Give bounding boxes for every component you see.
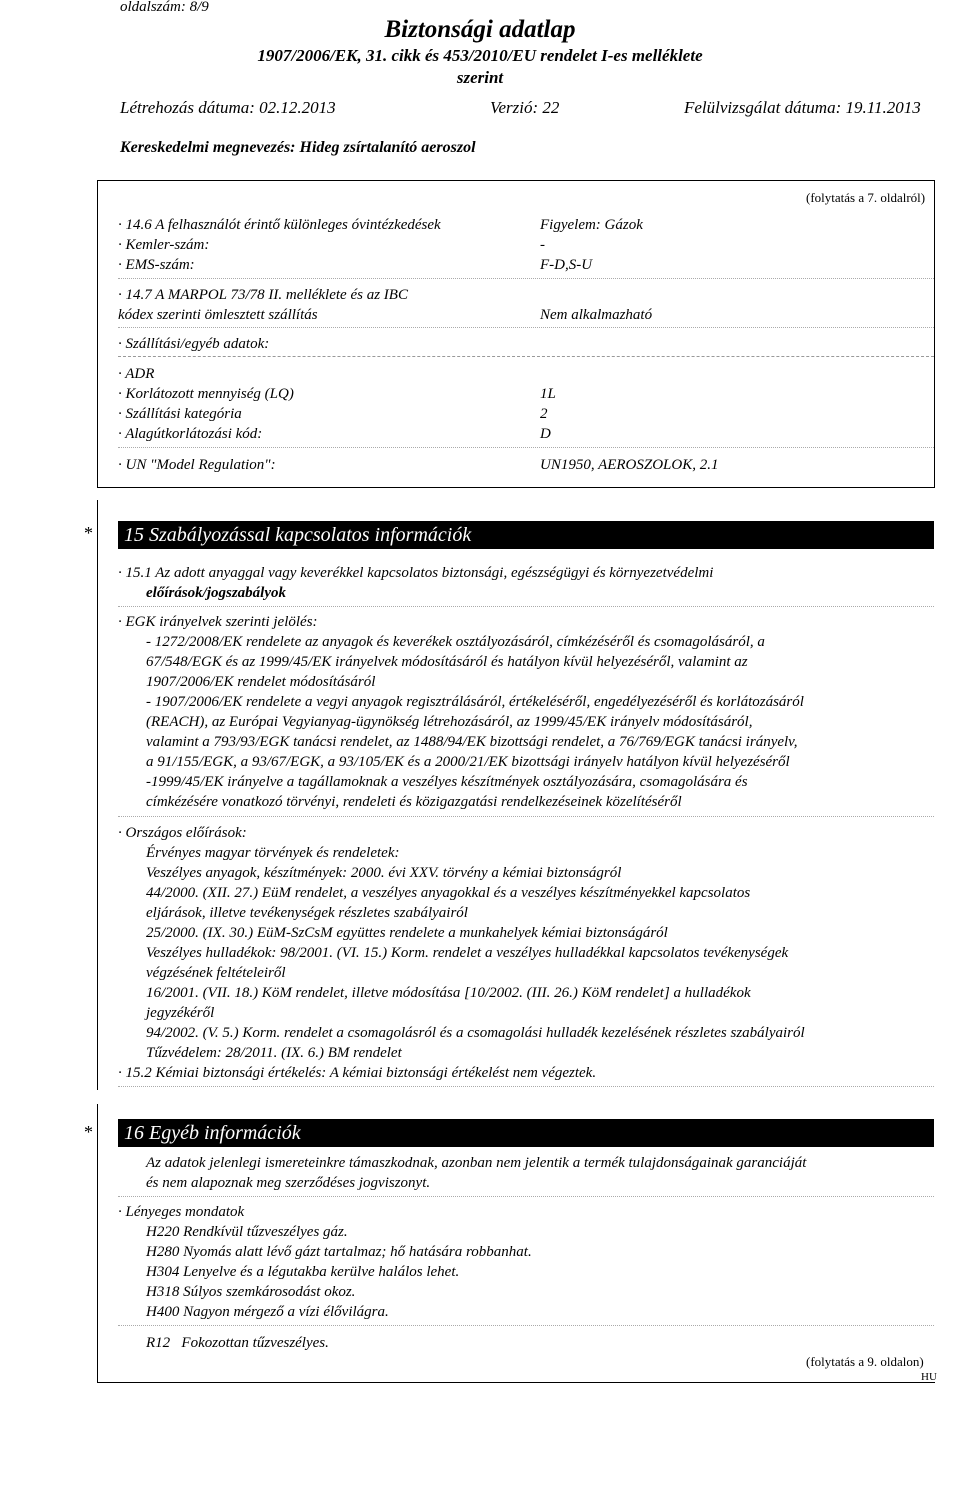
continued-to: (folytatás a 9. oldalon) bbox=[806, 1354, 924, 1369]
section-15-header: 15 Szabályozással kapcsolatos információk bbox=[118, 521, 934, 549]
national-line: jegyzékéről bbox=[146, 1005, 215, 1021]
s15-1-line-2: előírások/jogszabályok bbox=[146, 585, 287, 601]
s14-6-value: Figyelem: Gázok bbox=[540, 217, 643, 233]
divider bbox=[118, 278, 934, 279]
s14-6-label: · 14.6 A felhasználót érintő különleges óvintézkedések bbox=[118, 217, 441, 233]
creation-date: Létrehozás dátuma: 02.12.2013 bbox=[120, 98, 336, 117]
changed-marker: * bbox=[84, 1122, 93, 1142]
kemler-label: · Kemler-szám: bbox=[118, 237, 210, 253]
divider bbox=[118, 1086, 934, 1087]
change-bar bbox=[97, 500, 98, 1090]
s15-2-value: A kémiai biztonsági értékelést nem végeztek. bbox=[326, 1065, 597, 1081]
egk-line: - 1272/2008/EK rendelete az anyagok és keverékek osztályozásáról, címkézéséről és csomagolásáról, a bbox=[146, 634, 765, 650]
version: Verzió: 22 bbox=[490, 98, 560, 117]
un-model-label: · UN "Model Regulation": bbox=[118, 457, 276, 473]
egk-line: a 91/155/EGK, a 93/67/EGK, a 93/105/EK és a 2000/21/EK bizottsági irányelv hatályon kívül helyezéséről bbox=[146, 754, 790, 770]
national-line: 44/2000. (XII. 27.) EüM rendelet, a veszélyes anyagokkal és a veszélyes készítményekkel kapcsolatos bbox=[146, 885, 751, 901]
egk-line: 67/548/EGK és az 1999/45/EK irányelvek módosításáról és hatályon kívül helyezéséről, valamint az bbox=[146, 654, 748, 670]
trade-name: Kereskedelmi megnevezés: Hideg zsírtalanító aeroszol bbox=[120, 139, 476, 156]
r-phrase: R12 Fokozottan tűzveszélyes. bbox=[146, 1335, 329, 1351]
footer-rule bbox=[97, 1382, 935, 1383]
national-line: eljárások, illetve tevékenységek részletes szabályairól bbox=[146, 905, 468, 921]
document-title: Biztonsági adatlap bbox=[384, 16, 576, 43]
h-phrase: H400 Nagyon mérgező a vízi élővilágra. bbox=[146, 1304, 389, 1320]
adr-label: · ADR bbox=[118, 366, 155, 382]
ems-label: · EMS-szám: bbox=[118, 257, 195, 273]
language-code: HU bbox=[921, 1371, 937, 1383]
revision-date: Felülvizsgálat dátuma: 19.11.2013 bbox=[684, 98, 921, 117]
kemler-value: - bbox=[540, 237, 545, 253]
egk-line: címkézésére vonatkozó törvényi, rendeleti és közigazgatási rendelkezéseinek közelítéséről bbox=[146, 794, 682, 810]
divider bbox=[118, 447, 934, 448]
s15-2-label: · 15.2 Kémiai biztonsági értékelés: bbox=[118, 1065, 327, 1081]
h-phrase: H220 Rendkívül tűzveszélyes gáz. bbox=[146, 1224, 348, 1240]
national-line: Veszélyes hulladékok: 98/2001. (VI. 15.) Korm. rendelet a veszélyes hulladékkal kapcsolatos tevékenységek bbox=[146, 945, 789, 961]
ems-value: F-D,S-U bbox=[540, 257, 593, 273]
document-subtitle-2: szerint bbox=[456, 68, 504, 87]
document-subtitle: 1907/2006/EK, 31. cikk és 453/2010/EU rendelet I-es melléklete bbox=[257, 46, 703, 65]
divider bbox=[118, 1325, 934, 1326]
h-phrase: H318 Súlyos szemkárosodást okoz. bbox=[146, 1284, 356, 1300]
divider bbox=[118, 816, 934, 817]
national-line: 94/2002. (V. 5.) Korm. rendelet a csomagolásról és a csomagolási hulladék kezelésének részletes szabályairól bbox=[146, 1025, 805, 1041]
egk-line: valamint a 793/93/EGK tanácsi rendelet, az 1488/94/EK bizottsági rendelet, a 76/769/EGK tanácsi irányelv, bbox=[146, 734, 798, 750]
transport-category-value: 2 bbox=[540, 406, 548, 422]
lq-value: 1L bbox=[540, 386, 556, 402]
egk-line: - 1907/2006/EK rendelete a vegyi anyagok regisztrálásáról, értékeléséről, engedélyezéséről és korlátozásáról bbox=[146, 694, 804, 710]
continued-from: (folytatás a 7. oldalról) bbox=[806, 190, 926, 205]
marpol-value: Nem alkalmazható bbox=[540, 307, 653, 323]
divider bbox=[118, 356, 934, 357]
egk-line: 1907/2006/EK rendelet módosításáról bbox=[146, 674, 376, 690]
national-line: 25/2000. (IX. 30.) EüM-SzCsM együttes rendelete a munkahelyek kémiai biztonságáról bbox=[146, 925, 668, 941]
changed-marker: * bbox=[84, 523, 93, 543]
marpol-label-1: · 14.7 A MARPOL 73/78 II. melléklete és az IBC bbox=[118, 287, 408, 303]
divider bbox=[118, 1196, 934, 1197]
section-16-header: 16 Egyéb információk bbox=[118, 1119, 934, 1147]
divider bbox=[118, 606, 934, 607]
s16-intro-line-2: és nem alapoznak meg szerződéses jogviszonyt. bbox=[146, 1175, 431, 1191]
national-line: Tűzvédelem: 28/2011. (IX. 6.) BM rendelet bbox=[146, 1045, 402, 1061]
page-number: oldalszám: 8/9 bbox=[120, 0, 209, 15]
egk-line: -1999/45/EK irányelve a tagállamoknak a veszélyes készítmények osztályozására, csomagolására és bbox=[146, 774, 748, 790]
other-transport-label: · Szállítási/egyéb adatok: bbox=[118, 336, 270, 352]
s15-1-line-1: · 15.1 Az adott anyaggal vagy keverékkel kapcsolatos biztonsági, egészségügyi és környezetvédelmi bbox=[118, 565, 714, 581]
h-phrase: H280 Nyomás alatt lévő gázt tartalmaz; hő hatására robbanhat. bbox=[146, 1244, 532, 1260]
h-phrase: H304 Lenyelve és a légutakba kerülve halálos lehet. bbox=[146, 1264, 460, 1280]
national-line: Veszélyes anyagok, készítmények: 2000. évi XXV. törvény a kémiai biztonságról bbox=[146, 865, 622, 881]
national-line: Érvényes magyar törvények és rendeletek: bbox=[146, 845, 400, 861]
s16-intro-line-1: Az adatok jelenlegi ismereteinkre támaszkodnak, azonban nem jelentik a termék tulajdonságainak garanciáját bbox=[146, 1155, 807, 1171]
egk-label: · EGK irányelvek szerinti jelölés: bbox=[118, 614, 318, 630]
relevant-phrases-label: · Lényeges mondatok bbox=[118, 1204, 245, 1220]
egk-line: (REACH), az Európai Vegyianyag-ügynökség létrehozásáról, az 1999/45/EK irányelv módosításáról, bbox=[146, 714, 753, 730]
transport-category-label: · Szállítási kategória bbox=[118, 406, 242, 422]
un-model-value: UN1950, AEROSZOLOK, 2.1 bbox=[540, 457, 719, 473]
national-line: végzésének feltételeiről bbox=[146, 965, 286, 981]
tunnel-code-value: D bbox=[540, 426, 551, 442]
divider bbox=[118, 327, 934, 328]
national-label: · Országos előírások: bbox=[118, 825, 247, 841]
s15-2 bbox=[118, 1063, 596, 1083]
national-line: 16/2001. (VII. 18.) KöM rendelet, illetve módosítása [10/2002. (III. 26.) KöM rendelet] a hulladékok bbox=[146, 985, 751, 1001]
lq-label: · Korlátozott mennyiség (LQ) bbox=[118, 386, 294, 402]
marpol-label-2: kódex szerinti ömlesztett szállítás bbox=[118, 307, 318, 323]
change-bar bbox=[97, 1104, 98, 1382]
tunnel-code-label: · Alagútkorlátozási kód: bbox=[118, 426, 263, 442]
